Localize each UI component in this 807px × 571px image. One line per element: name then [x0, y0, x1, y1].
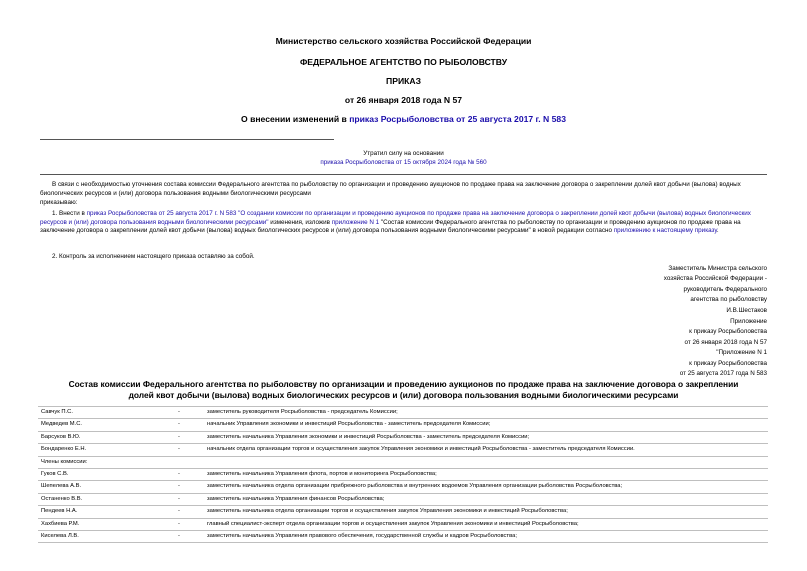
- table-row: [38, 457, 768, 469]
- member-name: Бондаренко Е.Н.: [41, 446, 87, 453]
- appendix-line: Приложение: [730, 318, 767, 325]
- member-dash: -: [178, 433, 180, 440]
- member-role: заместитель начальника отдела организации торгов и осуществления закупок Управления экономики и инвестиций Росрыболовства;: [207, 508, 568, 515]
- appendix-line: к приказу Росрыболовства: [689, 359, 767, 367]
- table-row: [38, 469, 768, 481]
- signature-line: Заместитель Министра сельского: [668, 265, 767, 272]
- signature-block: [567, 264, 767, 316]
- member-dash: -: [178, 409, 180, 415]
- table-row: [38, 494, 768, 506]
- member-role: заместитель начальника Управления экономики и инвестиций Росрыболовства - заместитель председателя Комиссии;: [207, 433, 530, 440]
- member-name: Медведев М.С.: [41, 421, 83, 428]
- member-role: заместитель начальника Управления флота, портов и мониторинга Росрыболовства;: [207, 470, 437, 477]
- member-role: начальник отдела организации торгов и осуществления закупок Управления экономики и инвестиций Росрыболовства - заместитель председателя Комиссии.: [207, 446, 635, 453]
- agency-title: ФЕДЕРАЛЬНОЕ АГЕНТСТВО ПО РЫБОЛОВСТВУ: [299, 57, 508, 67]
- appendix-1-link[interactable]: приложение N 1: [331, 218, 380, 226]
- table-row: [38, 444, 768, 456]
- member-name: Хахбиева Р.М.: [41, 520, 80, 527]
- table-row: [38, 531, 768, 543]
- appendix-line: "Приложение N 1: [716, 349, 767, 357]
- appendix-line: от 26 января 2018 года N 57: [684, 338, 767, 346]
- member-name: Останенко В.В.: [41, 495, 83, 502]
- appendix-block: [567, 317, 767, 379]
- doc-type: ПРИКАЗ: [386, 76, 421, 86]
- divider-line: [40, 139, 334, 140]
- divider-line-full: [40, 174, 767, 175]
- member-dash: -: [178, 446, 180, 453]
- order-583-link[interactable]: приказ Росрыболовства от 25 августа 2017 г. N 583 "О создании комиссии по организации и проведению аукционов по продаже права на заключение договора о закреплении долей квот добычи (вылова) водных биологических ресурсов и (или) договора пользования водными биологическими ресурсами": [40, 210, 751, 226]
- appendix-line: к приказу Росрыболовства: [689, 328, 767, 336]
- subject-link[interactable]: приказ Росрыболовства от 25 августа 2017 г. N 583: [349, 114, 566, 124]
- member-role: заместитель начальника Управления правового обеспечения, государственной службы и кадров Росрыболовства;: [207, 532, 517, 539]
- ministry-title: Министерство сельского хозяйства Российской Федерации: [275, 36, 532, 46]
- member-dash: -: [178, 508, 180, 515]
- signature-line: хозяйства Российской Федерации -: [663, 275, 767, 283]
- subject-prefix: О внесении изменений в: [241, 114, 350, 124]
- doc-subject: [0, 114, 807, 124]
- appendix-this-order-link[interactable]: приложению к настоящему приказу: [613, 227, 717, 235]
- member-name: Пендеев Н.А.: [41, 508, 78, 515]
- table-row: [38, 481, 768, 493]
- member-name: Члены комиссии:: [41, 458, 88, 465]
- member-name: Киселева Л.В.: [41, 532, 79, 539]
- signature-line: агентства по рыболовству: [690, 296, 767, 304]
- order-word: приказываю:: [40, 199, 78, 206]
- member-dash: -: [178, 470, 180, 477]
- member-role: заместитель начальника отдела организации прибрежного рыболовства и внутренних водоемов Управления организации рыболовства Росрыболовства;: [207, 483, 623, 490]
- signature-name: И.В.Шестаков: [726, 306, 767, 314]
- member-dash: -: [178, 520, 180, 527]
- status-line: Утратил силу на основании: [363, 150, 444, 157]
- status-link[interactable]: приказа Росрыболовства от 15 октября 2024 года № 560: [320, 159, 487, 166]
- member-name: Гуков С.В.: [41, 470, 69, 477]
- status-link-wrap: [0, 159, 807, 168]
- member-role: заместитель руководителя Росрыболовства - председатель Комиссии;: [207, 409, 398, 415]
- signature-line: руководитель Федерального: [683, 285, 767, 293]
- paragraph-preamble: В связи с необходимостью уточнения состава комиссии Федерального агентства по рыболовству по организации и проведению аукционов по продаже права на заключение договора о закреплении долей квот добычи (вылова) водных биологических ресурсов и (или) договора пользования водными биологическими ресурсами: [40, 181, 741, 197]
- table-row: [38, 406, 768, 419]
- member-role: начальник Управления экономики и инвестиций Росрыболовства - заместитель председателя Комиссии;: [207, 421, 491, 428]
- member-dash: -: [178, 421, 180, 428]
- member-role: главный специалист-эксперт отдела организации торгов и осуществления закупок Управления экономики и инвестиций Росрыболовства;: [207, 520, 579, 527]
- member-dash: -: [178, 532, 180, 539]
- members-table: [38, 406, 768, 543]
- member-role: заместитель начальника Управления финансов Росрыболовства;: [207, 495, 385, 502]
- member-dash: -: [178, 483, 180, 490]
- table-row: [38, 432, 768, 444]
- paragraph-item-1: 1. Внести в приказ Росрыболовства от 25 августа 2017 г. N 583 "О создании комиссии по организации и проведению аукционов по продаже права на заключение договора о закреплении долей квот добычи (вылова) водных биологических ресурсов и (или) договора пользования водными биологическими ресурсами" изменения, изложив приложение N 1 "Состав комиссии Федерального агентства по рыболовству по организации и проведению аукционов по продаже права на заключение договора о закреплении долей квот добычи (вылова) водных биологических ресурсов и (или) договора пользования водными биологическими ресурсами" в новой редакции согласно приложению к настоящему приказу.: [40, 210, 751, 235]
- member-name: Барсуков В.Ю.: [41, 433, 81, 440]
- doc-date: от 26 января 2018 года N 57: [344, 95, 463, 105]
- table-row: [38, 419, 768, 431]
- composition-title: Состав комиссии Федерального агентства по рыболовству по организации и проведению аукционов по продаже права на заключение договора о закреплении долей квот добычи (вылова) водных биологических ресурсов и (или) договора пользования водными биологическими ресурсами: [68, 379, 739, 400]
- member-dash: -: [178, 495, 180, 502]
- table-row: [38, 519, 768, 531]
- member-name: Шепелева А.В.: [41, 483, 82, 490]
- paragraph-item-2: 2. Контроль за исполнением настоящего приказа оставляю за собой.: [52, 253, 255, 260]
- appendix-line: от 25 августа 2017 года N 583: [679, 370, 767, 378]
- table-row: [38, 506, 768, 518]
- member-name: Савчук П.С.: [41, 409, 73, 415]
